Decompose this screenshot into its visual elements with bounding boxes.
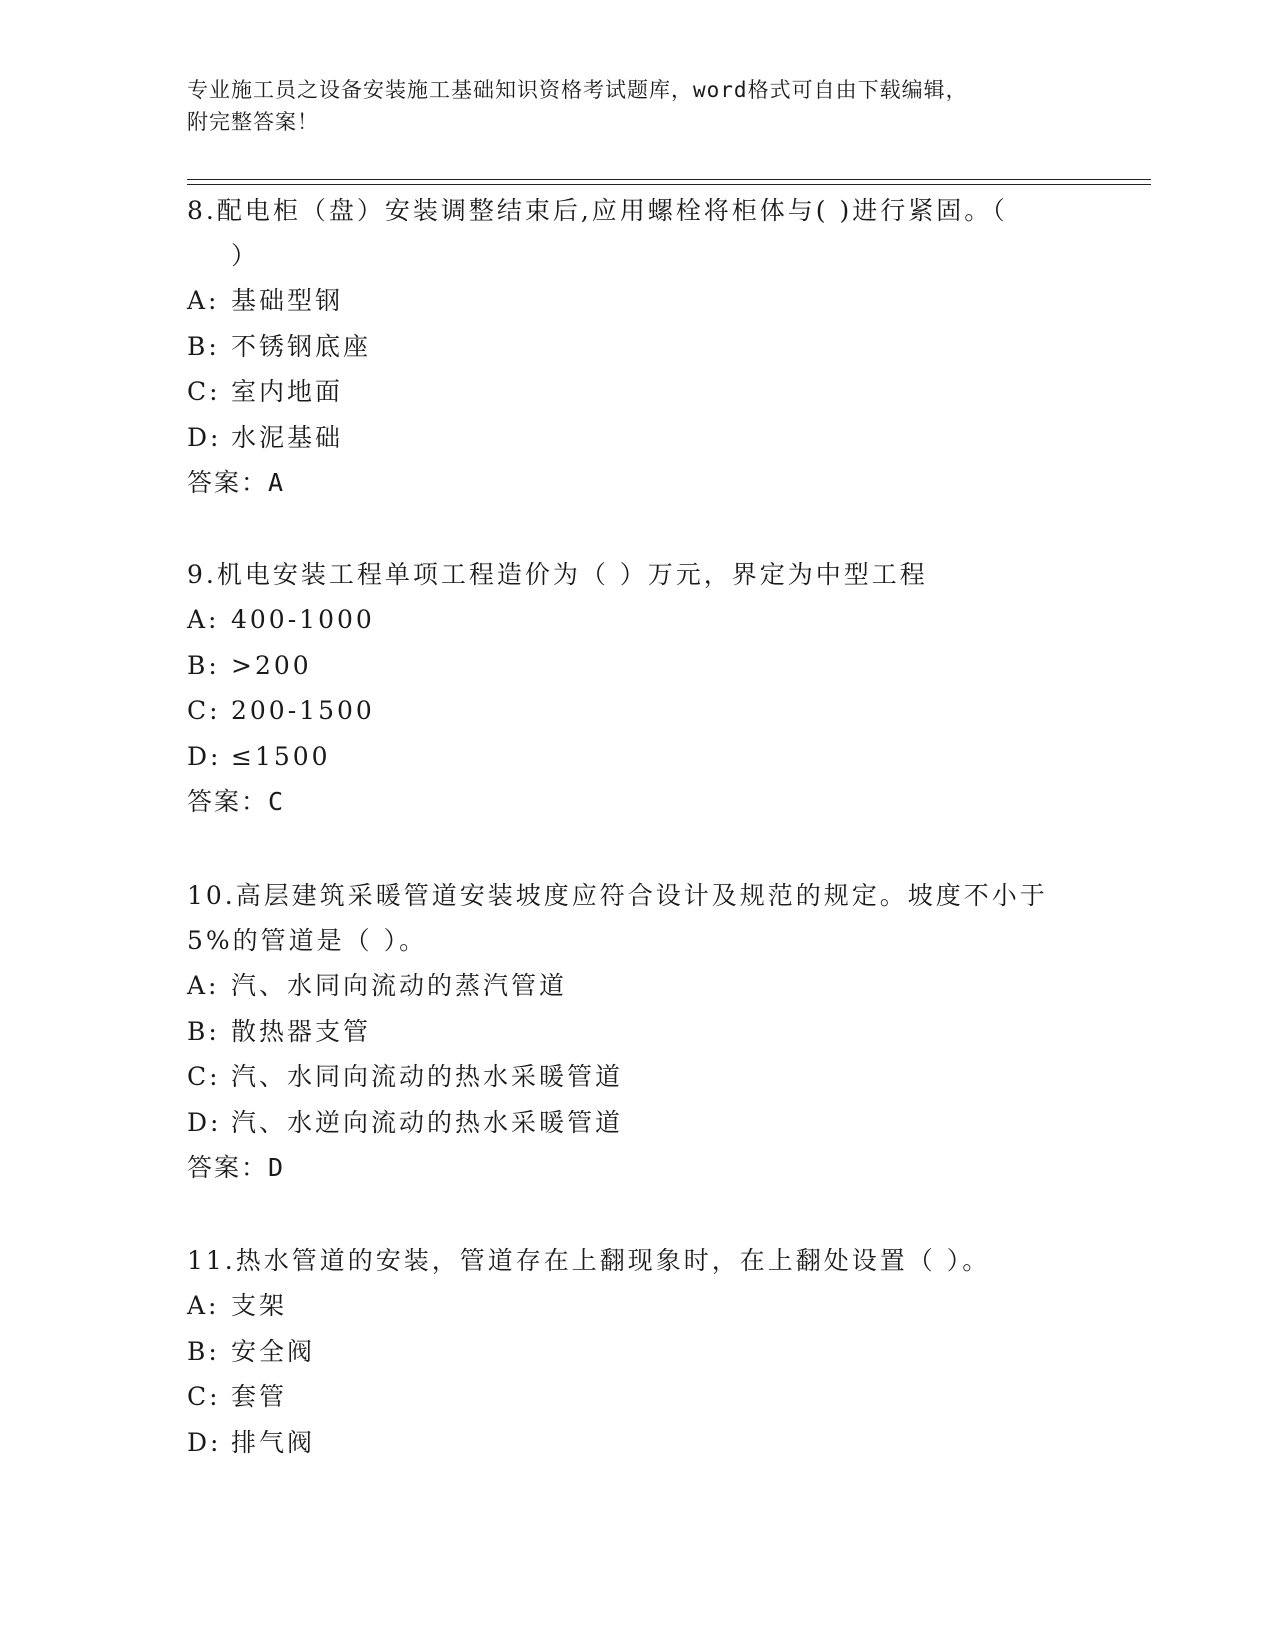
answer-label: 答案： — [187, 468, 269, 497]
option-text: 水泥基础 — [231, 422, 344, 452]
answer-value: A — [268, 468, 286, 497]
option-b — [187, 324, 1087, 370]
option-letter: B: — [187, 331, 220, 361]
header-line-2: 附完整答案！ — [187, 110, 319, 134]
option-d — [187, 415, 1087, 461]
option-letter: C: — [187, 1382, 221, 1411]
option-text: >200 — [231, 650, 312, 680]
option-letter: B: — [187, 1336, 220, 1366]
answer-line — [187, 460, 1087, 505]
option-text: 不锈钢底座 — [231, 331, 372, 361]
question-stem-line-2: 5%的管道是（ ）。 — [187, 926, 428, 955]
option-text: 汽、水同向流动的蒸汽管道 — [231, 971, 568, 1000]
option-letter: D: — [187, 741, 222, 771]
question-10 — [187, 873, 1087, 1190]
option-text: 室内地面 — [231, 377, 344, 406]
header-divider-bottom — [187, 184, 1151, 185]
option-d — [187, 734, 1087, 780]
option-text: 200-1500 — [231, 696, 375, 725]
question-stem: 10.高层建筑采暖管道安装坡度应符合设计及规范的规定。坡度不小于 — [187, 881, 1048, 910]
answer-line — [187, 1145, 1087, 1190]
header-line-1: 专业施工员之设备安装施工基础知识资格考试题库，word格式可自由下载编辑， — [187, 78, 968, 102]
option-a — [187, 278, 1087, 324]
question-9 — [187, 552, 1087, 824]
option-letter: A: — [187, 286, 220, 315]
option-b — [187, 1009, 1087, 1055]
option-c — [187, 688, 1087, 734]
answer-value: D — [268, 1153, 286, 1182]
option-letter: B: — [187, 1016, 220, 1046]
question-stem: 9.机电安装工程单项工程造价为（ ）万元，界定为中型工程 — [187, 560, 928, 589]
option-text: 支架 — [231, 1291, 288, 1320]
option-c — [187, 369, 1087, 415]
option-letter: A: — [187, 605, 220, 634]
document-header — [187, 74, 1067, 138]
option-letter: C: — [187, 1062, 221, 1091]
option-text: 400-1000 — [231, 605, 375, 634]
option-letter: D: — [187, 1427, 222, 1457]
question-11 — [187, 1238, 1087, 1465]
answer-line — [187, 779, 1087, 824]
question-stem-continuation: ） — [231, 241, 260, 270]
option-b — [187, 643, 1087, 689]
option-a — [187, 597, 1087, 643]
option-text: 汽、水逆向流动的热水采暖管道 — [231, 1107, 624, 1137]
answer-value: C — [268, 787, 286, 816]
option-a — [187, 963, 1087, 1009]
option-a — [187, 1283, 1087, 1329]
option-text: 排气阀 — [231, 1427, 316, 1457]
option-letter: A: — [187, 971, 220, 1000]
option-letter: D: — [187, 422, 222, 452]
question-stem: 8.配电柜（盘）安装调整结束后,应用螺栓将柜体与( )进行紧固。（ — [187, 196, 1008, 225]
answer-label: 答案： — [187, 787, 269, 816]
option-text: 安全阀 — [231, 1336, 316, 1366]
option-c — [187, 1374, 1087, 1420]
option-letter: A: — [187, 1291, 220, 1320]
header-divider-top — [187, 179, 1151, 180]
option-letter: C: — [187, 377, 221, 406]
question-stem: 11.热水管道的安装，管道存在上翻现象时，在上翻处设置（ ）。 — [187, 1246, 991, 1275]
option-b — [187, 1329, 1087, 1375]
question-8 — [187, 188, 1087, 505]
option-text: 散热器支管 — [231, 1016, 372, 1046]
option-c — [187, 1054, 1087, 1100]
option-text: 套管 — [231, 1382, 288, 1411]
option-d — [187, 1100, 1087, 1146]
option-d — [187, 1420, 1087, 1466]
option-letter: C: — [187, 696, 221, 725]
option-letter: B: — [187, 650, 220, 680]
option-letter: D: — [187, 1107, 222, 1137]
option-text: 汽、水同向流动的热水采暖管道 — [231, 1062, 624, 1091]
option-text: 基础型钢 — [231, 286, 344, 315]
answer-label: 答案： — [187, 1153, 269, 1182]
option-text: ≤1500 — [231, 741, 331, 771]
